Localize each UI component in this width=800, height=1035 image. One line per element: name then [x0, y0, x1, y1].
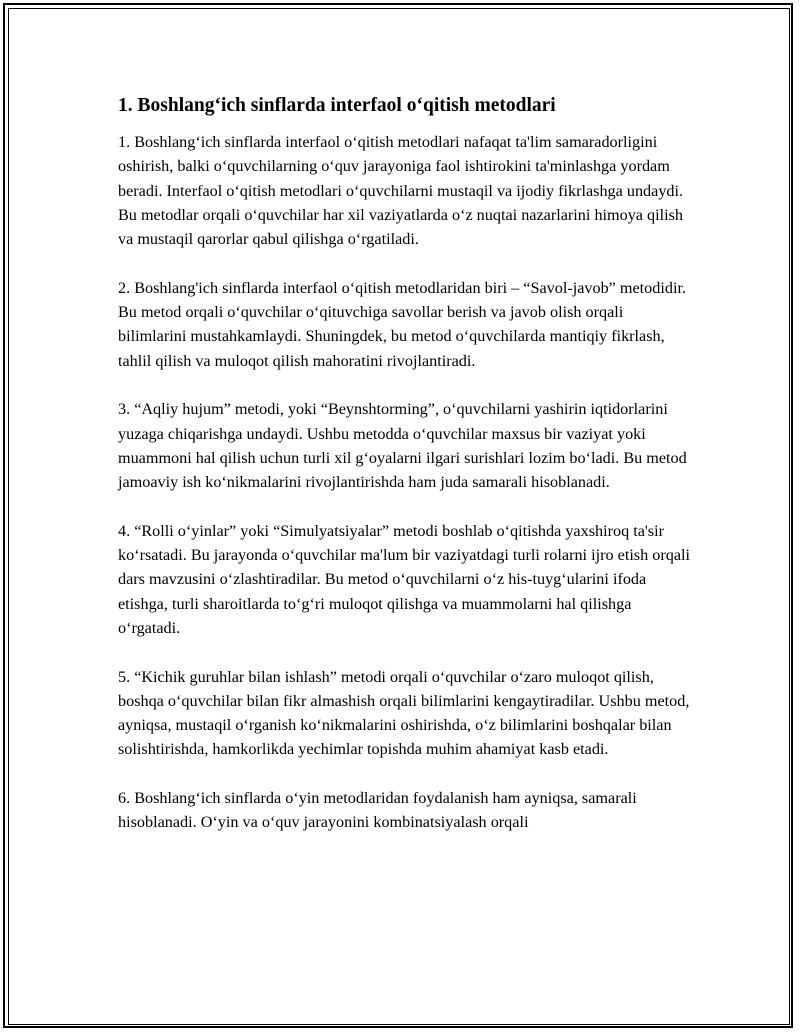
paragraph-3: 3. “Aqliy hujum” metodi, yoki “Beynshtorming”, o‘quvchilarni yashirin iqtidorlarini yuzaga chiqarishga undaydi. Ushbu metodda o‘quvchilar maxsus bir vaziyat yoki muammoni hal qilish uchun turli xil g‘oyalarni ilgari surishlari lozim bo‘ladi. Bu metod jamoaviy ish ko‘nikmalarini rivojlantirishda ham juda samarali hisoblanadi. — [118, 400, 687, 492]
document-title: 1. Boshlang‘ich sinflarda interfaol o‘qitish metodlari — [118, 95, 556, 116]
paragraph-6: 6. Boshlang‘ich sinflarda o‘yin metodlaridan foydalanish ham ayniqsa, samarali hisoblanadi. O‘yin va o‘quv jarayonini kombinatsiyalash orqali — [118, 789, 637, 832]
paragraph-2: 2. Boshlang'ich sinflarda interfaol o‘qitish metodlaridan biri – “Savol-javob” metodidir. Bu metod orqali o‘quvchilar o‘qituvchiga savollar berish va javob olish orqali bilimlarini mustahkamlaydi. Shuningdek, bu metod o‘quvchilarda mantiqiy fikrlash, tahlil qilish va muloqot qilish mahoratini rivojlantiradi. — [118, 278, 687, 370]
paragraph-4: 4. “Rolli o‘yinlar” yoki “Simulyatsiyalar” metodi boshlab o‘qitishda yaxshiroq ta'sir ko‘rsatadi. Bu jarayonda o‘quvchilar ma'lum bir vaziyatdagi turli rolarni ijro etish orqali dars mavzusini o‘zlashtiradilar. Bu metod o‘quvchilarni o‘z his-tuyg‘ularini ifoda etishga, turli sharoitlarda to‘g‘ri muloqot qilishga va muammolarni hal qilishga o‘rgatadi. — [118, 521, 691, 637]
paragraph-5: 5. “Kichik guruhlar bilan ishlash” metodi orqali o‘quvchilar o‘zaro muloqot qilish, boshqa o‘quvchilar bilan fikr almashish orqali bilimlarini kengaytiradilar. Ushbu metod, ayniqsa, mustaqil o‘rganish ko‘nikmalarini oshirishda, o‘z bilimlarini boshqalar bilan solishtirishda, hamkorlikda yechimlar topishda muhim ahamiyat kasb etadi. — [118, 667, 690, 759]
document-body — [118, 92, 690, 859]
paragraph-1: 1. Boshlang‘ich sinflarda interfaol o‘qitish metodlari nafaqat ta'lim samaradorligini oshirish, balki o‘quvchilarning o‘quv jarayoniga faol ishtirokini ta'minlashga yordam beradi. Interfaol o‘qitish metodlari o‘quvchilarni mustaqil va ijodiy fikrlashga undaydi. Bu metodlar orqali o‘quvchilar har xil vaziyatlarda o‘z nuqtai nazarlarini himoya qilish va mustaqil qarorlar qabul qilishga o‘rgatiladi. — [118, 133, 684, 249]
